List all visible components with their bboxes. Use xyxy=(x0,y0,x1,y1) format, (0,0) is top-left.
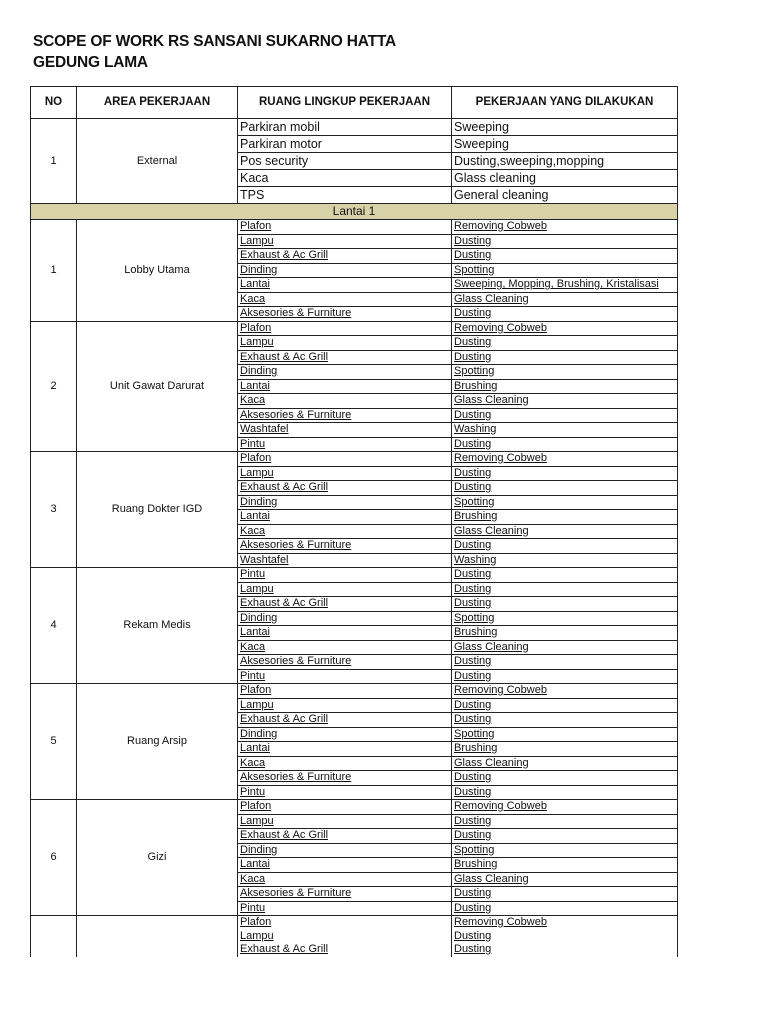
scope-item: Exhaust & Ac Grill xyxy=(238,829,452,844)
work-item: Glass Cleaning xyxy=(452,394,678,409)
work-item: Sweeping, Mopping, Brushing, Kristalisasi xyxy=(452,278,678,293)
scope-item: Aksesories & Furniture xyxy=(238,408,452,423)
scope-item: Kaca xyxy=(238,394,452,409)
row-number: 4 xyxy=(31,568,77,684)
row-number xyxy=(31,916,77,957)
work-item: Glass Cleaning xyxy=(452,640,678,655)
area-name: Unit Gawat Darurat xyxy=(77,321,238,452)
scope-item: Exhaust & Ac Grill xyxy=(238,597,452,612)
scope-item: Lantai xyxy=(238,742,452,757)
scope-item: Pintu xyxy=(238,568,452,583)
scope-item: Lantai xyxy=(238,858,452,873)
scope-item: Lantai xyxy=(238,278,452,293)
scope-item: Dinding xyxy=(238,263,452,278)
scope-item: Kaca xyxy=(238,756,452,771)
work-item: Spotting xyxy=(452,263,678,278)
scope-item: Aksesories & Furniture xyxy=(238,771,452,786)
work-item: Dusting xyxy=(452,669,678,684)
scope-item: Plafon xyxy=(238,220,452,235)
scope-item: Lampu xyxy=(238,814,452,829)
work-item: Dusting xyxy=(452,785,678,800)
work-item: Spotting xyxy=(452,611,678,626)
work-item: Dusting xyxy=(452,655,678,670)
work-item: Removing Cobweb xyxy=(452,321,678,336)
work-item: Brushing xyxy=(452,742,678,757)
table-row xyxy=(31,452,678,467)
scope-item: Exhaust & Ac Grill xyxy=(238,713,452,728)
work-item: Dusting xyxy=(452,713,678,728)
row-number: 1 xyxy=(31,119,77,204)
scope-item: TPS xyxy=(238,187,452,204)
area-name xyxy=(77,916,238,957)
work-item: Spotting xyxy=(452,495,678,510)
work-item: Dusting xyxy=(452,234,678,249)
work-item: Removing Cobweb xyxy=(452,916,678,930)
scope-item: Dinding xyxy=(238,365,452,380)
area-name: Ruang Dokter IGD xyxy=(77,452,238,568)
scope-item: Lampu xyxy=(238,698,452,713)
work-item: Spotting xyxy=(452,727,678,742)
scope-item: Lampu xyxy=(238,930,452,944)
work-item: Dusting xyxy=(452,350,678,365)
work-item: Glass Cleaning xyxy=(452,872,678,887)
scope-item: Exhaust & Ac Grill xyxy=(238,943,452,957)
scope-item: Dinding xyxy=(238,611,452,626)
scope-item: Pintu xyxy=(238,901,452,916)
scope-item: Parkiran mobil xyxy=(238,119,452,136)
document-title xyxy=(33,31,396,73)
scope-item: Plafon xyxy=(238,321,452,336)
scope-item: Washtafel xyxy=(238,423,452,438)
scope-item: Dinding xyxy=(238,843,452,858)
scope-item: Lampu xyxy=(238,466,452,481)
section-label: Lantai 1 xyxy=(31,204,678,220)
scope-item: Kaca xyxy=(238,292,452,307)
work-item: Dusting xyxy=(452,771,678,786)
scope-item: Lampu xyxy=(238,582,452,597)
work-item: Washing xyxy=(452,423,678,438)
area-name: Rekam Medis xyxy=(77,568,238,684)
scope-item: Kaca xyxy=(238,872,452,887)
scope-item: Lampu xyxy=(238,336,452,351)
work-item: Glass Cleaning xyxy=(452,524,678,539)
work-item: Spotting xyxy=(452,365,678,380)
scope-item: Washtafel xyxy=(238,553,452,568)
table-row xyxy=(31,321,678,336)
scope-item: Aksesories & Furniture xyxy=(238,307,452,322)
table-row xyxy=(31,684,678,699)
work-item: Removing Cobweb xyxy=(452,684,678,699)
scope-item: Dinding xyxy=(238,727,452,742)
work-item: Dusting xyxy=(452,437,678,452)
scope-item: Aksesories & Furniture xyxy=(238,887,452,902)
scope-item: Pos security xyxy=(238,153,452,170)
header-no: NO xyxy=(31,87,77,119)
scope-item: Kaca xyxy=(238,170,452,187)
scope-item: Aksesories & Furniture xyxy=(238,655,452,670)
work-item: Brushing xyxy=(452,379,678,394)
work-item: Dusting xyxy=(452,336,678,351)
work-item: Brushing xyxy=(452,858,678,873)
scope-item: Exhaust & Ac Grill xyxy=(238,481,452,496)
scope-item: Exhaust & Ac Grill xyxy=(238,249,452,264)
work-item: Sweeping xyxy=(452,136,678,153)
table-body xyxy=(31,119,678,957)
work-item: Dusting xyxy=(452,582,678,597)
work-item: Dusting xyxy=(452,930,678,944)
work-item: Glass Cleaning xyxy=(452,756,678,771)
table-row xyxy=(31,800,678,815)
work-item: Dusting xyxy=(452,249,678,264)
table-header-row xyxy=(31,87,678,119)
header-area: AREA PEKERJAAN xyxy=(77,87,238,119)
scope-item: Exhaust & Ac Grill xyxy=(238,350,452,365)
row-number: 2 xyxy=(31,321,77,452)
row-number: 3 xyxy=(31,452,77,568)
row-number: 5 xyxy=(31,684,77,800)
work-item: Glass Cleaning xyxy=(452,292,678,307)
work-item: Dusting xyxy=(452,887,678,902)
work-item: Dusting xyxy=(452,814,678,829)
row-number: 1 xyxy=(31,220,77,322)
work-item: Brushing xyxy=(452,626,678,641)
table-row xyxy=(31,568,678,583)
scope-item: Aksesories & Furniture xyxy=(238,539,452,554)
area-name: Ruang Arsip xyxy=(77,684,238,800)
work-item: Dusting xyxy=(452,539,678,554)
header-work: PEKERJAAN YANG DILAKUKAN xyxy=(452,87,678,119)
scope-item: Lantai xyxy=(238,379,452,394)
work-item: Dusting xyxy=(452,466,678,481)
scope-item: Plafon xyxy=(238,800,452,815)
work-item: Dusting xyxy=(452,829,678,844)
work-item: Removing Cobweb xyxy=(452,800,678,815)
table-row xyxy=(31,119,678,136)
table-row xyxy=(31,220,678,235)
work-item: Dusting xyxy=(452,901,678,916)
work-item: Dusting xyxy=(452,408,678,423)
scope-item: Parkiran motor xyxy=(238,136,452,153)
work-item: General cleaning xyxy=(452,187,678,204)
scope-item: Kaca xyxy=(238,524,452,539)
table-row xyxy=(31,916,678,930)
scope-item: Lantai xyxy=(238,626,452,641)
work-item: Spotting xyxy=(452,843,678,858)
header-scope: RUANG LINGKUP PEKERJAAN xyxy=(238,87,452,119)
area-name: Gizi xyxy=(77,800,238,916)
scope-item: Lampu xyxy=(238,234,452,249)
work-item: Dusting xyxy=(452,943,678,957)
work-item: Dusting xyxy=(452,568,678,583)
work-item: Dusting xyxy=(452,481,678,496)
title-line-1: SCOPE OF WORK RS SANSANI SUKARNO HATTA xyxy=(33,33,396,50)
work-item: Dusting xyxy=(452,307,678,322)
scope-item: Lantai xyxy=(238,510,452,525)
work-item: Sweeping xyxy=(452,119,678,136)
work-item: Dusting,sweeping,mopping xyxy=(452,153,678,170)
title-line-2: GEDUNG LAMA xyxy=(33,54,148,71)
scope-item: Plafon xyxy=(238,916,452,930)
scope-item: Kaca xyxy=(238,640,452,655)
scope-item: Pintu xyxy=(238,785,452,800)
work-item: Washing xyxy=(452,553,678,568)
work-item: Brushing xyxy=(452,510,678,525)
section-row xyxy=(31,204,678,220)
scope-item: Plafon xyxy=(238,684,452,699)
area-name: Lobby Utama xyxy=(77,220,238,322)
row-number: 6 xyxy=(31,800,77,916)
area-name: External xyxy=(77,119,238,204)
work-item: Dusting xyxy=(452,597,678,612)
work-item: Glass cleaning xyxy=(452,170,678,187)
scope-of-work-table xyxy=(30,86,678,957)
scope-item: Pintu xyxy=(238,669,452,684)
scope-item: Dinding xyxy=(238,495,452,510)
scope-item: Plafon xyxy=(238,452,452,467)
work-item: Removing Cobweb xyxy=(452,220,678,235)
work-item: Dusting xyxy=(452,698,678,713)
scope-item: Pintu xyxy=(238,437,452,452)
work-item: Removing Cobweb xyxy=(452,452,678,467)
